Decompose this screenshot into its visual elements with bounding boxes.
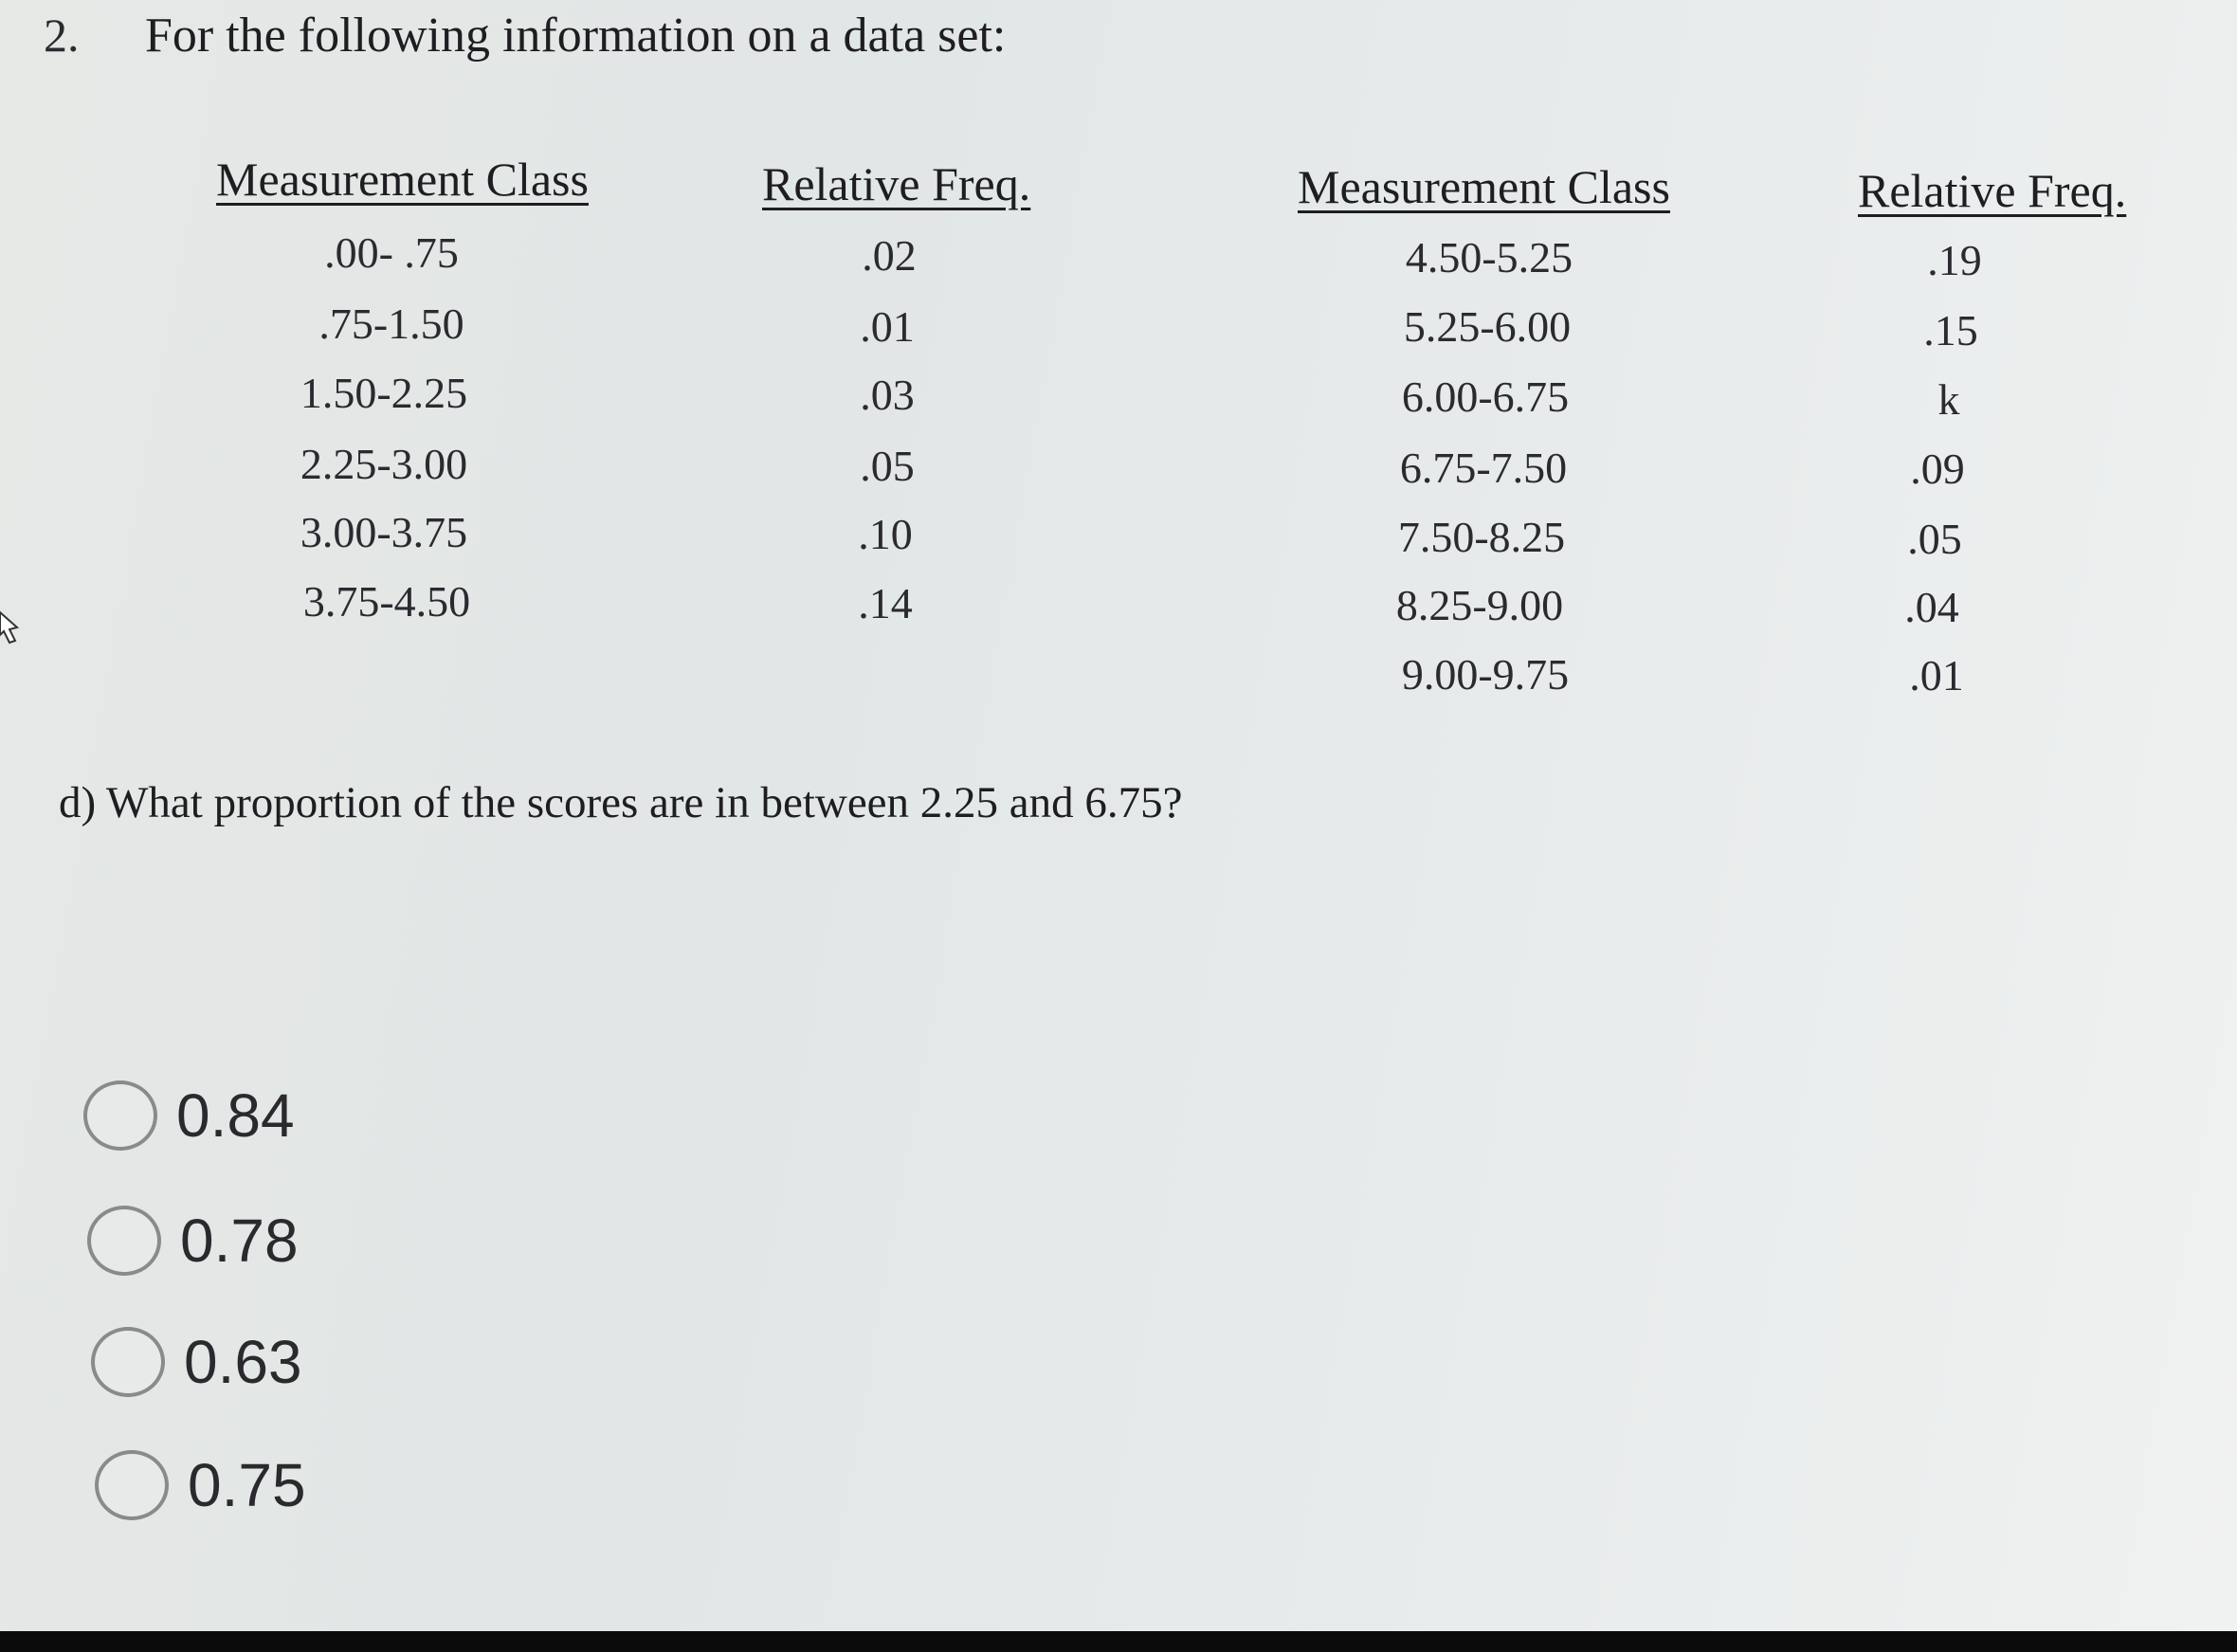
right-row-4-freq: .09 <box>1910 445 1965 493</box>
answer-option-2[interactable] <box>87 1206 299 1276</box>
left-row-3-freq: .03 <box>860 371 915 419</box>
left-row-6-class: 3.75-4.50 <box>302 577 471 626</box>
right-row-4-class: 6.75-7.50 <box>1399 444 1568 492</box>
right-row-7-freq: .01 <box>1909 651 1964 699</box>
right-row-7-class: 9.00-9.75 <box>1401 650 1570 699</box>
radio-circle-icon[interactable] <box>87 1206 161 1276</box>
monitor-bezel <box>0 1631 2237 1652</box>
left-row-4-class: 2.25-3.00 <box>300 440 468 488</box>
answer-option-label: 0.63 <box>184 1328 302 1396</box>
right-header-relative-freq: Relative Freq. <box>1858 164 2127 217</box>
left-row-5-freq: .10 <box>858 510 913 558</box>
right-row-2-freq: .15 <box>1923 306 1978 354</box>
answer-option-1[interactable] <box>83 1080 295 1151</box>
answer-option-3[interactable] <box>91 1327 302 1397</box>
radio-circle-icon[interactable] <box>95 1450 169 1520</box>
answer-option-label: 0.75 <box>188 1451 306 1519</box>
left-row-2-freq: .01 <box>860 302 915 351</box>
radio-circle-icon[interactable] <box>83 1080 157 1151</box>
right-row-2-class: 5.25-6.00 <box>1403 302 1572 351</box>
subquestion-text: d) What proportion of the scores are in between 2.25 and 6.75? <box>59 778 1183 827</box>
right-row-5-class: 7.50-8.25 <box>1397 513 1566 561</box>
answer-option-label: 0.78 <box>180 1207 299 1275</box>
answer-option-4[interactable] <box>95 1450 306 1520</box>
right-row-5-freq: .05 <box>1907 515 1962 563</box>
right-row-1-class: 4.50-5.25 <box>1405 233 1573 281</box>
question-text: For the following information on a data set: <box>145 9 1007 63</box>
answer-option-label: 0.84 <box>176 1081 295 1150</box>
left-header-measurement-class: Measurement Class <box>216 153 589 206</box>
right-row-6-freq: .04 <box>1904 583 1959 631</box>
radio-circle-icon[interactable] <box>91 1327 165 1397</box>
right-row-3-freq: k <box>1937 375 1960 424</box>
left-row-1-class: .00- .75 <box>324 228 459 277</box>
left-row-1-freq: .02 <box>862 231 917 280</box>
right-row-6-class: 8.25-9.00 <box>1395 581 1564 629</box>
right-row-1-freq: .19 <box>1927 236 1982 284</box>
left-row-3-class: 1.50-2.25 <box>300 369 468 417</box>
right-header-measurement-class: Measurement Class <box>1298 160 1670 213</box>
question-number: 2. <box>44 9 80 62</box>
left-row-5-class: 3.00-3.75 <box>300 508 468 556</box>
left-row-6-freq: .14 <box>858 579 913 627</box>
left-header-relative-freq: Relative Freq. <box>762 157 1031 210</box>
left-row-2-class: .75-1.50 <box>318 300 464 348</box>
left-row-4-freq: .05 <box>860 442 915 490</box>
right-row-3-class: 6.00-6.75 <box>1401 372 1570 421</box>
cursor-arrow-icon <box>0 607 23 654</box>
